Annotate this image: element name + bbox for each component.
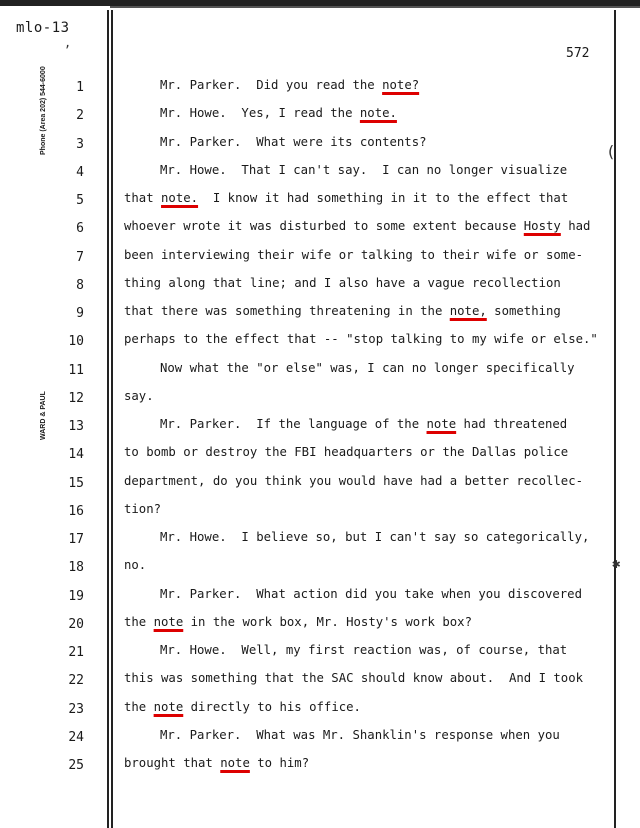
line-number: 19 <box>68 588 84 604</box>
line-text: Mr. Parker. Did you read the <box>160 78 383 92</box>
transcript-line <box>124 191 568 205</box>
line-number: 2 <box>76 108 84 124</box>
line-number: 15 <box>68 475 84 491</box>
line-text: Mr. Howe. That I can't say. I can no longer visualize <box>160 162 568 177</box>
underlined-word: note. <box>359 106 397 121</box>
line-number: 17 <box>68 532 84 547</box>
underlined-word: Hosty <box>523 219 561 234</box>
transcript-line <box>124 332 598 346</box>
transcript-line <box>124 304 561 318</box>
line-text: Now what the "or else" was, I can no longer specifically <box>160 360 575 375</box>
line-number: 1 <box>76 80 84 95</box>
underlined-word: note, <box>449 304 487 318</box>
line-number: 14 <box>68 447 84 463</box>
line-text: Mr. Howe. I believe so, but I can't say so categorically, <box>160 530 590 544</box>
margin-firm-label: WARD & PAUL <box>40 391 47 440</box>
line-number: 5 <box>76 193 84 208</box>
line-number: 11 <box>68 362 84 378</box>
transcript-line <box>124 474 583 488</box>
margin-rule-right <box>614 10 616 828</box>
line-text: to bomb or destroy the FBI headquarters or the Dallas police <box>124 445 569 460</box>
line-text: had <box>560 219 591 234</box>
transcript-line <box>124 700 361 714</box>
line-text: brought that <box>124 756 221 770</box>
line-text: the <box>124 614 154 629</box>
line-text: no. <box>124 558 147 573</box>
line-number: 21 <box>68 645 84 660</box>
line-text: Mr. Parker. What were its contents? <box>160 134 427 149</box>
transcript-line <box>124 558 146 572</box>
line-number: 6 <box>76 221 84 237</box>
line-text: Mr. Parker. What was Mr. Shanklin's response when you <box>160 727 560 742</box>
transcript-line <box>124 276 561 290</box>
line-number: 22 <box>68 673 84 689</box>
transcript-line <box>160 106 397 120</box>
underlined-word: note <box>426 417 457 431</box>
page-number: 572 <box>566 46 590 61</box>
line-text: I know it had something in it to the effect that <box>198 191 569 205</box>
transcript-line <box>160 587 582 601</box>
page-identifier: mlo-13 <box>16 20 70 36</box>
line-text: Mr. Parker. If the language of the <box>160 417 427 431</box>
line-text: Mr. Parker. What action did you take when you discovered <box>160 586 582 601</box>
line-number: 24 <box>68 729 84 745</box>
line-text: something <box>486 304 561 318</box>
line-text: directly to his office. <box>183 699 361 714</box>
line-text: this was something that the SAC should know about. And I took <box>124 671 584 686</box>
transcript-line <box>124 248 583 262</box>
transcript-line <box>124 219 590 233</box>
line-number: 4 <box>76 164 84 180</box>
transcript-line <box>160 135 427 149</box>
transcript-line <box>160 361 575 375</box>
line-number: 3 <box>76 136 84 152</box>
line-text: in the work box, Mr. Hosty's work box? <box>183 614 472 629</box>
line-number: 18 <box>68 560 84 576</box>
margin-rule-left <box>107 10 109 828</box>
line-text: that <box>124 191 162 205</box>
underlined-word: note <box>153 699 184 714</box>
line-text: Mr. Howe. Yes, I read the <box>160 106 360 121</box>
margin-rule-left-inner <box>111 10 113 828</box>
underlined-word: note? <box>382 78 420 92</box>
transcript-line <box>124 756 309 770</box>
line-text: thing along that line; and I also have a vague recollection <box>124 275 561 290</box>
transcript-line <box>160 163 567 177</box>
transcript-line <box>124 615 472 629</box>
stray-mark: ( <box>606 142 616 161</box>
transcript-line <box>124 389 154 403</box>
transcript-line <box>160 530 589 544</box>
line-number: 9 <box>76 306 84 321</box>
line-number: 7 <box>76 249 84 265</box>
line-number: 10 <box>68 334 84 350</box>
underlined-word: note <box>153 614 184 629</box>
line-text: to him? <box>249 756 310 770</box>
line-number: 25 <box>68 758 84 773</box>
transcript-line <box>124 502 161 516</box>
line-text: whoever wrote it was disturbed to some extent because <box>124 219 524 234</box>
line-text: Mr. Howe. Well, my first reaction was, of course, that <box>160 643 568 657</box>
line-text: say. <box>124 388 154 403</box>
line-number: 12 <box>68 390 84 406</box>
top-border-inner <box>110 6 640 8</box>
line-text: the <box>124 699 154 714</box>
line-number: 13 <box>68 419 84 434</box>
underlined-word: note <box>220 756 250 770</box>
line-text: been interviewing their wife or talking to their wife or some- <box>124 247 584 262</box>
transcript-line <box>160 643 567 657</box>
transcript-line <box>160 417 567 431</box>
line-number: 16 <box>68 503 84 519</box>
line-number: 20 <box>68 616 84 632</box>
line-text: perhaps to the effect that -- "stop talking to my wife or else." <box>124 332 598 347</box>
transcript-line <box>124 671 583 685</box>
transcript-line <box>160 78 419 92</box>
margin-phone-label: Phone (Area 202) 544-6000 <box>40 66 47 155</box>
line-number: 8 <box>76 277 84 293</box>
line-text: tion? <box>124 501 162 516</box>
line-text: department, do you think you would have had a better recollec- <box>124 473 584 488</box>
line-number: 23 <box>68 701 84 717</box>
stray-mark: ✱ <box>612 556 621 572</box>
stray-mark: , <box>64 36 72 50</box>
line-text: that there was something threatening in the <box>124 304 450 318</box>
transcript-line <box>160 728 560 742</box>
transcript-line <box>124 445 568 459</box>
line-text: had threatened <box>456 417 568 431</box>
underlined-word: note. <box>161 191 199 205</box>
